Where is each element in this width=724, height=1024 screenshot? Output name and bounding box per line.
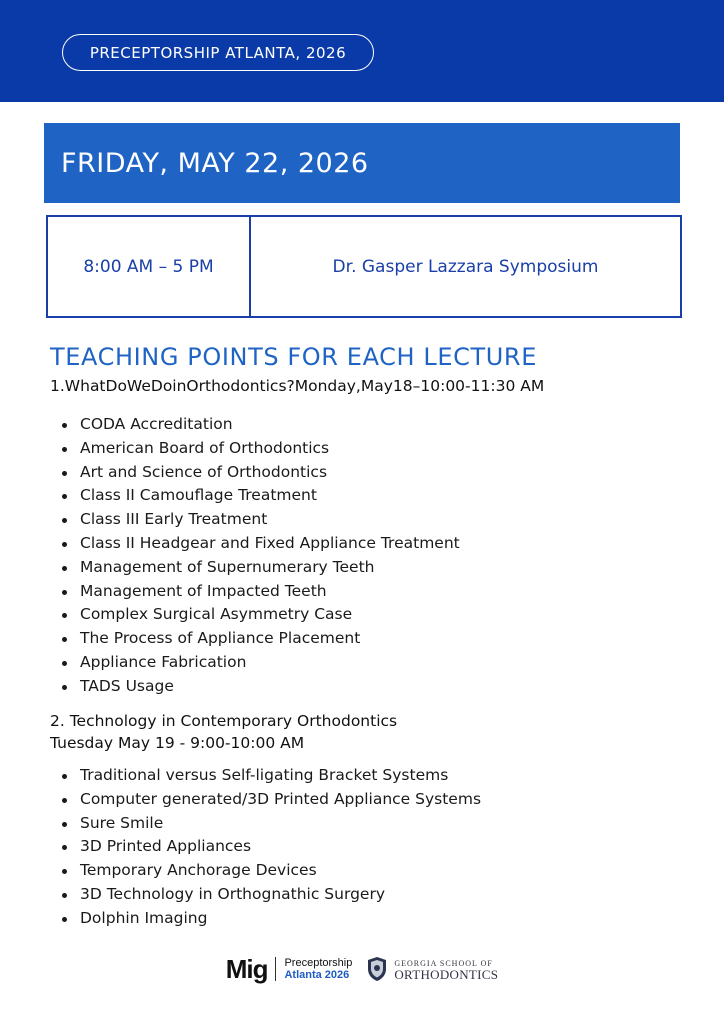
preceptorship-logo-text: [284, 957, 352, 981]
lecture-2-heading-line1: 2. Technology in Contemporary Orthodontics: [50, 712, 398, 730]
lecture-2-points: [62, 764, 481, 931]
list-item: Class III Early Treatment: [62, 508, 460, 532]
list-item: CODA Accreditation: [62, 413, 460, 437]
list-item: Art and Science of Orthodontics: [62, 461, 460, 485]
list-item: Appliance Fabrication: [62, 651, 460, 675]
list-item: Dolphin Imaging: [62, 907, 481, 931]
shield-crest-icon: [366, 956, 388, 982]
footer-logos: [0, 952, 724, 986]
preceptorship-line2: Atlanta 2026: [284, 969, 350, 981]
list-item: Management of Impacted Teeth: [62, 580, 460, 604]
footer-divider: [275, 957, 276, 981]
list-item: The Process of Appliance Placement: [62, 627, 460, 651]
list-item: American Board of Orthodontics: [62, 437, 460, 461]
section-title: TEACHING POINTS FOR EACH LECTURE: [50, 343, 537, 371]
mig-logo: Mig: [225, 953, 268, 984]
schedule-table: [46, 215, 682, 318]
school-logo-text: [394, 958, 498, 980]
list-item: Class II Camouflage Treatment: [62, 484, 460, 508]
list-item: Traditional versus Self-ligating Bracket Systems: [62, 764, 481, 788]
list-item: Management of Supernumerary Teeth: [62, 556, 460, 580]
header-band: [0, 0, 724, 102]
list-item: Sure Smile: [62, 812, 481, 836]
school-line2: ORTHODONTICS: [394, 967, 499, 982]
date-heading: FRIDAY, MAY 22, 2026: [44, 123, 680, 203]
schedule-event: Dr. Gasper Lazzara Symposium: [332, 256, 599, 277]
list-item: Temporary Anchorage Devices: [62, 859, 481, 883]
lecture-1-heading-line: 1.WhatDoWeDoinOrthodontics?Monday,May18–10:00-11:30 AM: [50, 377, 545, 395]
list-item: TADS Usage: [62, 675, 460, 699]
list-item: 3D Technology in Orthognathic Surgery: [62, 883, 481, 907]
school-line1: GEORGIA SCHOOL OF: [394, 959, 493, 968]
preceptorship-line1: Preceptorship: [284, 957, 353, 969]
lecture-2-heading: [50, 710, 397, 754]
schedule-time: 8:00 AM – 5 PM: [48, 217, 251, 316]
list-item: Computer generated/3D Printed Appliance Systems: [62, 788, 481, 812]
list-item: Class II Headgear and Fixed Appliance Treatment: [62, 532, 460, 556]
lecture-1-heading: [50, 375, 544, 397]
list-item: 3D Printed Appliances: [62, 835, 481, 859]
list-item: Complex Surgical Asymmetry Case: [62, 603, 460, 627]
lecture-2-heading-line2: Tuesday May 19 - 9:00-10:00 AM: [50, 734, 305, 752]
lecture-1-points: [62, 413, 460, 699]
event-pill: PRECEPTORSHIP ATLANTA, 2026: [62, 34, 374, 71]
